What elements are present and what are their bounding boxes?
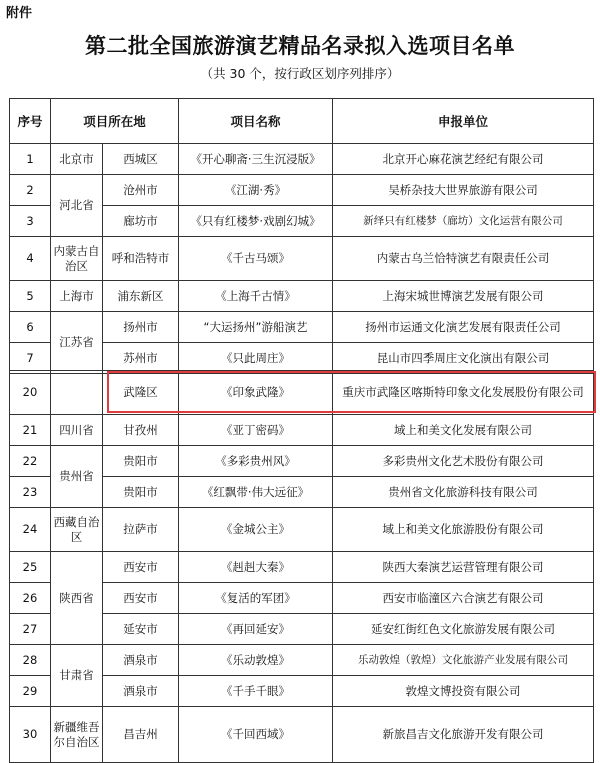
- row-city: 扬州市: [103, 312, 179, 343]
- row-no: 23: [10, 477, 51, 508]
- row-project-name: “大运扬州”游船演艺: [179, 312, 333, 343]
- row-project-name: 《复活的军团》: [179, 583, 333, 614]
- row-project-name: 《亚丁密码》: [179, 415, 333, 446]
- row-city: 沧州市: [103, 175, 179, 206]
- row-province: 新疆维吾尔自治区: [51, 707, 103, 763]
- row-unit: 域上和美文化旅游股份有限公司: [333, 508, 594, 552]
- row-unit: 上海宋城世博演艺发展有限公司: [333, 281, 594, 312]
- table-header-row: [10, 99, 594, 144]
- row-unit: 西安市临潼区六合演艺有限公司: [333, 583, 594, 614]
- row-project-name: 《乐动敦煌》: [179, 645, 333, 676]
- row-no: 20: [10, 371, 51, 415]
- row-city: 西安市: [103, 583, 179, 614]
- header-location: 项目所在地: [51, 99, 179, 144]
- row-city: 贵阳市: [103, 477, 179, 508]
- row-city: 苏州市: [103, 343, 179, 374]
- row-no: 7: [10, 343, 51, 374]
- row-province: 内蒙古自治区: [51, 237, 103, 281]
- row-province: 北京市: [51, 144, 103, 175]
- row-no: 25: [10, 552, 51, 583]
- attachment-label: 附件: [6, 6, 33, 21]
- row-city: 廊坊市: [103, 206, 179, 237]
- row-city: 呼和浩特市: [103, 237, 179, 281]
- row-unit: 陕西大秦演艺运营管理有限公司: [333, 552, 594, 583]
- header-unit: 申报单位: [333, 99, 594, 144]
- table-row: [10, 175, 594, 206]
- project-table-top: [9, 98, 594, 374]
- table-row: [10, 645, 594, 676]
- row-unit: 新绎只有红楼梦（廊坊）文化运营有限公司: [333, 206, 594, 237]
- row-city: 西安市: [103, 552, 179, 583]
- row-no: 2: [10, 175, 51, 206]
- row-unit: 域上和美文化发展有限公司: [333, 415, 594, 446]
- row-unit: 延安红街红色文化旅游发展有限公司: [333, 614, 594, 645]
- row-unit: 敦煌文博投资有限公司: [333, 676, 594, 707]
- row-no: 22: [10, 446, 51, 477]
- row-project-name: 《千古马颂》: [179, 237, 333, 281]
- row-city: 贵阳市: [103, 446, 179, 477]
- row-unit: 乐动敦煌（敦煌）文化旅游产业发展有限公司: [333, 645, 594, 676]
- row-project-name: 《只有红楼梦·戏剧幻城》: [179, 206, 333, 237]
- project-table-bottom: [9, 370, 594, 763]
- row-no: 28: [10, 645, 51, 676]
- row-city: 酒泉市: [103, 645, 179, 676]
- row-city: 西城区: [103, 144, 179, 175]
- row-project-name: 《千手千眼》: [179, 676, 333, 707]
- row-no: 4: [10, 237, 51, 281]
- row-no: 24: [10, 508, 51, 552]
- table-row: [10, 281, 594, 312]
- row-city: 甘孜州: [103, 415, 179, 446]
- row-no: 1: [10, 144, 51, 175]
- row-no: 5: [10, 281, 51, 312]
- row-city: 酒泉市: [103, 676, 179, 707]
- row-province: 江苏省: [51, 312, 103, 374]
- table-row: [10, 144, 594, 175]
- row-city: 昌吉州: [103, 707, 179, 763]
- table-row: [10, 552, 594, 583]
- row-province: 四川省: [51, 415, 103, 446]
- header-name: 项目名称: [179, 99, 333, 144]
- row-project-name: 《金城公主》: [179, 508, 333, 552]
- table-row: [10, 371, 594, 415]
- row-unit: 扬州市运通文化演艺发展有限责任公司: [333, 312, 594, 343]
- table-row: [10, 415, 594, 446]
- table-row: [10, 446, 594, 477]
- row-province: [51, 371, 103, 415]
- table-row: [10, 707, 594, 763]
- row-project-name: 《红飘带·伟大远征》: [179, 477, 333, 508]
- row-project-name: 《江湖·秀》: [179, 175, 333, 206]
- row-project-name: 《开心聊斋·三生沉浸版》: [179, 144, 333, 175]
- row-no: 27: [10, 614, 51, 645]
- row-province: 上海市: [51, 281, 103, 312]
- table-row: [10, 312, 594, 343]
- row-unit: 吴桥杂技大世界旅游有限公司: [333, 175, 594, 206]
- row-unit: 新旅昌吉文化旅游开发有限公司: [333, 707, 594, 763]
- row-city: 拉萨市: [103, 508, 179, 552]
- row-project-name: 《上海千古情》: [179, 281, 333, 312]
- row-province: 贵州省: [51, 446, 103, 508]
- table-row: [10, 237, 594, 281]
- row-unit: 内蒙古乌兰恰特演艺有限责任公司: [333, 237, 594, 281]
- row-province: 西藏自治区: [51, 508, 103, 552]
- row-project-name: 《只此周庄》: [179, 343, 333, 374]
- row-project-name: 《千回西域》: [179, 707, 333, 763]
- row-project-name: 《再回延安》: [179, 614, 333, 645]
- row-project-name: 《印象武隆》: [179, 371, 333, 415]
- row-unit: 昆山市四季周庄文化演出有限公司: [333, 343, 594, 374]
- row-no: 29: [10, 676, 51, 707]
- row-province: 陕西省: [51, 552, 103, 645]
- row-unit: 重庆市武隆区喀斯特印象文化发展股份有限公司: [333, 371, 594, 415]
- page-title: 第二批全国旅游演艺精品名录拟入选项目名单: [85, 33, 515, 58]
- row-no: 26: [10, 583, 51, 614]
- row-project-name: 《赳赳大秦》: [179, 552, 333, 583]
- header-no: 序号: [10, 99, 51, 144]
- table-row: [10, 508, 594, 552]
- row-project-name: 《多彩贵州风》: [179, 446, 333, 477]
- row-city: 延安市: [103, 614, 179, 645]
- page-subtitle: （共 30 个，按行政区划序列排序）: [200, 66, 400, 81]
- row-province: 甘肃省: [51, 645, 103, 707]
- row-city: 武隆区: [103, 371, 179, 415]
- row-unit: 北京开心麻花演艺经纪有限公司: [333, 144, 594, 175]
- row-province: 河北省: [51, 175, 103, 237]
- row-unit: 贵州省文化旅游科技有限公司: [333, 477, 594, 508]
- row-no: 3: [10, 206, 51, 237]
- row-unit: 多彩贵州文化艺术股份有限公司: [333, 446, 594, 477]
- row-no: 21: [10, 415, 51, 446]
- row-no: 30: [10, 707, 51, 763]
- row-no: 6: [10, 312, 51, 343]
- row-city: 浦东新区: [103, 281, 179, 312]
